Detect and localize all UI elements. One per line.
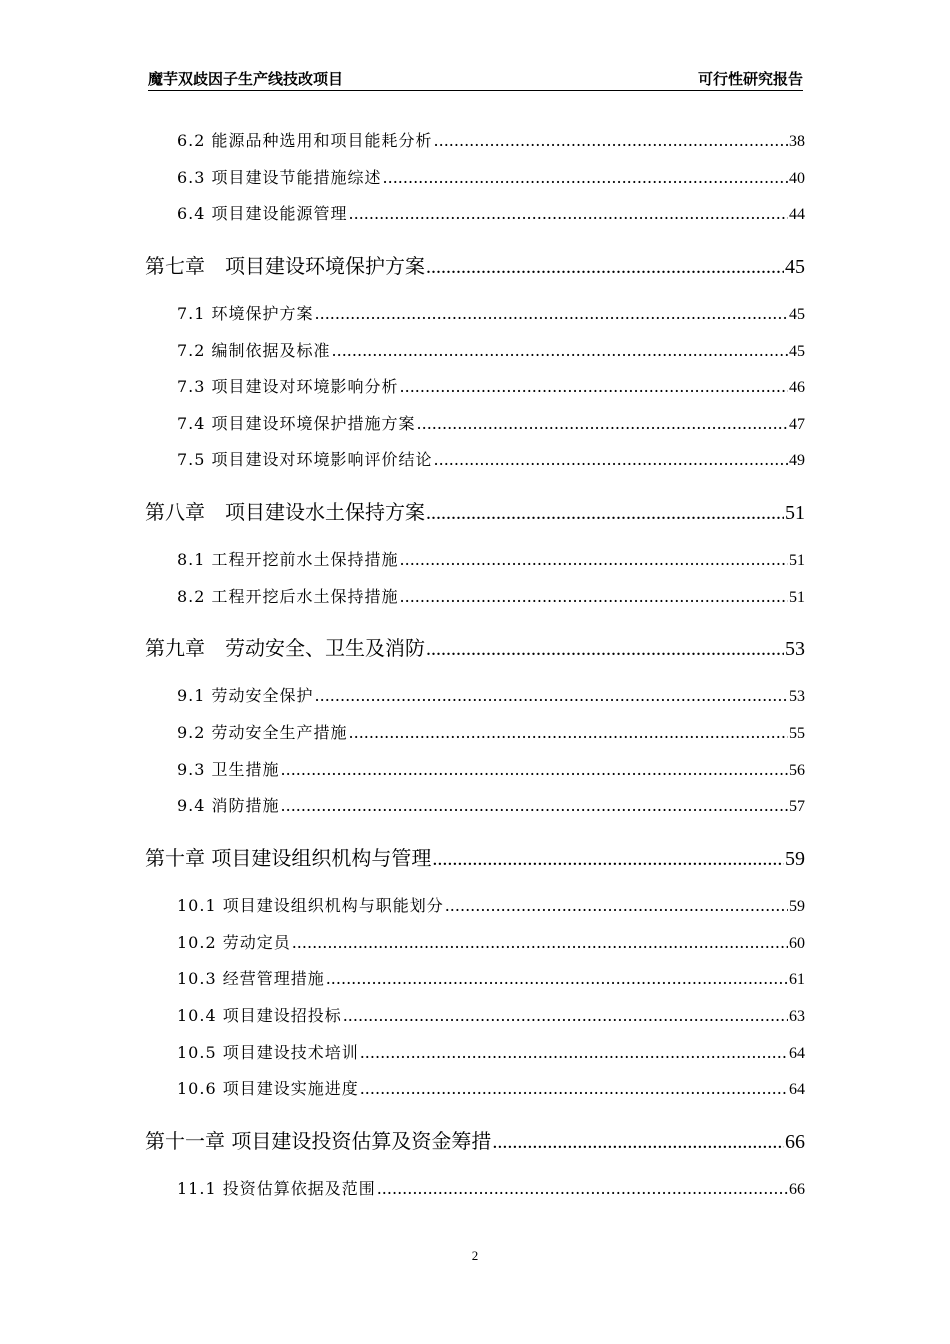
toc-entry-label: 10.4 项目建设招投标	[177, 1006, 342, 1025]
toc-section-entry[interactable]	[177, 793, 805, 816]
toc-entry-page-number: 51	[789, 552, 805, 569]
toc-leader-dots	[349, 723, 788, 742]
toc-leader-dots	[417, 414, 788, 433]
toc-entry-page-number: 59	[789, 898, 805, 915]
toc-entry-label: 10.5 项目建设技术培训	[177, 1043, 359, 1062]
toc-section-entry[interactable]	[177, 338, 805, 361]
toc-leader-dots	[434, 450, 788, 469]
toc-section-entry[interactable]	[177, 165, 805, 188]
toc-leader-dots	[445, 896, 788, 915]
toc-entry-page-number: 45	[785, 256, 805, 278]
toc-entry-page-number: 64	[789, 1081, 805, 1098]
toc-leader-dots	[281, 796, 788, 815]
toc-leader-dots	[349, 204, 788, 223]
toc-leader-dots	[315, 304, 788, 323]
toc-entry-page-number: 63	[789, 1008, 805, 1025]
toc-entry-page-number: 57	[789, 798, 805, 815]
toc-leader-dots	[426, 502, 784, 525]
toc-entry-label: 6.3 项目建设节能措施综述	[177, 168, 382, 187]
toc-entry-label: 7.5 项目建设对环境影响评价结论	[177, 450, 433, 469]
toc-entry-page-number: 66	[789, 1181, 805, 1198]
toc-leader-dots	[432, 848, 784, 871]
toc-leader-dots	[332, 341, 788, 360]
toc-section-entry[interactable]	[177, 547, 805, 570]
toc-entry-page-number: 46	[789, 379, 805, 396]
toc-leader-dots	[400, 587, 788, 606]
toc-section-entry[interactable]	[177, 201, 805, 224]
toc-entry-page-number: 44	[789, 206, 805, 223]
toc-section-entry[interactable]	[177, 1176, 805, 1199]
toc-entry-label: 第八章 项目建设水土保持方案	[145, 500, 425, 524]
toc-section-entry[interactable]	[177, 720, 805, 743]
toc-chapter-entry[interactable]	[145, 632, 805, 661]
toc-entry-page-number: 66	[785, 1131, 805, 1153]
toc-entry-page-number: 55	[789, 725, 805, 742]
toc-leader-dots	[315, 686, 788, 705]
toc-entry-page-number: 61	[789, 971, 805, 988]
toc-entry-label: 第九章 劳动安全、卫生及消防	[145, 636, 425, 660]
toc-leader-dots	[400, 550, 788, 569]
toc-chapter-entry[interactable]	[145, 842, 805, 871]
toc-leader-dots	[326, 969, 788, 988]
toc-entry-page-number: 60	[789, 935, 805, 952]
toc-chapter-entry[interactable]	[145, 496, 805, 525]
toc-section-entry[interactable]	[177, 1040, 805, 1063]
toc-entry-page-number: 49	[789, 452, 805, 469]
toc-entry-label: 8.2 工程开挖后水土保持措施	[177, 587, 399, 606]
toc-entry-page-number: 59	[785, 848, 805, 870]
toc-section-entry[interactable]	[177, 757, 805, 780]
toc-entry-label: 7.1 环境保护方案	[177, 304, 314, 323]
toc-entry-page-number: 56	[789, 762, 805, 779]
toc-entry-label: 10.1 项目建设组织机构与职能划分	[177, 896, 444, 915]
toc-chapter-entry[interactable]	[145, 1125, 805, 1154]
toc-entry-page-number: 45	[789, 343, 805, 360]
header-report-type: 可行性研究报告	[697, 70, 803, 88]
page-header	[148, 68, 803, 91]
toc-section-entry[interactable]	[177, 128, 805, 151]
toc-entry-page-number: 53	[785, 638, 805, 660]
toc-entry-label: 9.2 劳动安全生产措施	[177, 723, 348, 742]
toc-entry-label: 9.3 卫生措施	[177, 760, 280, 779]
toc-leader-dots	[426, 256, 784, 279]
page-number: 2	[471, 1248, 479, 1263]
toc-section-entry[interactable]	[177, 1076, 805, 1099]
toc-section-entry[interactable]	[177, 683, 805, 706]
toc-entry-label: 9.1 劳动安全保护	[177, 686, 314, 705]
toc-leader-dots	[434, 131, 788, 150]
toc-entry-label: 9.4 消防措施	[177, 796, 280, 815]
toc-leader-dots	[426, 638, 784, 661]
toc-entry-page-number: 64	[789, 1045, 805, 1062]
toc-entry-label: 10.2 劳动定员	[177, 933, 291, 952]
toc-entry-label: 10.6 项目建设实施进度	[177, 1079, 359, 1098]
toc-entry-page-number: 53	[789, 688, 805, 705]
toc-entry-page-number: 47	[789, 416, 805, 433]
toc-section-entry[interactable]	[177, 1003, 805, 1026]
toc-entry-page-number: 51	[789, 589, 805, 606]
toc-entry-page-number: 38	[789, 133, 805, 150]
toc-entry-label: 10.3 经营管理措施	[177, 969, 325, 988]
toc-entry-label: 7.4 项目建设环境保护措施方案	[177, 414, 416, 433]
toc-leader-dots	[343, 1006, 788, 1025]
toc-section-entry[interactable]	[177, 966, 805, 989]
toc-section-entry[interactable]	[177, 411, 805, 434]
toc-entry-label: 第七章 项目建设环境保护方案	[145, 254, 425, 278]
toc-entry-page-number: 51	[785, 502, 805, 524]
header-project-title: 魔芋双歧因子生产线技改项目	[148, 70, 344, 88]
toc-entry-label: 7.3 项目建设对环境影响分析	[177, 377, 399, 396]
toc-entry-page-number: 45	[789, 306, 805, 323]
toc-entry-label: 第十章 项目建设组织机构与管理	[145, 846, 432, 870]
toc-chapter-entry[interactable]	[145, 250, 805, 279]
toc-leader-dots	[383, 168, 788, 187]
toc-section-entry[interactable]	[177, 301, 805, 324]
toc-leader-dots	[360, 1079, 788, 1098]
toc-entry-label: 6.4 项目建设能源管理	[177, 204, 348, 223]
toc-section-entry[interactable]	[177, 374, 805, 397]
toc-section-entry[interactable]	[177, 447, 805, 470]
toc-leader-dots	[281, 760, 788, 779]
toc-leader-dots	[492, 1131, 784, 1154]
toc-leader-dots	[360, 1043, 788, 1062]
toc-section-entry[interactable]	[177, 893, 805, 916]
toc-entry-label: 第十一章 项目建设投资估算及资金筹措	[145, 1129, 492, 1153]
toc-leader-dots	[292, 933, 788, 952]
toc-leader-dots	[377, 1179, 788, 1198]
toc-entry-label: 11.1 投资估算依据及范围	[177, 1179, 376, 1198]
toc-entry-page-number: 40	[789, 170, 805, 187]
toc-entry-label: 8.1 工程开挖前水土保持措施	[177, 550, 399, 569]
toc-section-entry[interactable]	[177, 584, 805, 607]
toc-entry-label: 6.2 能源品种选用和项目能耗分析	[177, 131, 433, 150]
toc-section-entry[interactable]	[177, 930, 805, 953]
toc-entry-label: 7.2 编制依据及标准	[177, 341, 331, 360]
toc-leader-dots	[400, 377, 788, 396]
